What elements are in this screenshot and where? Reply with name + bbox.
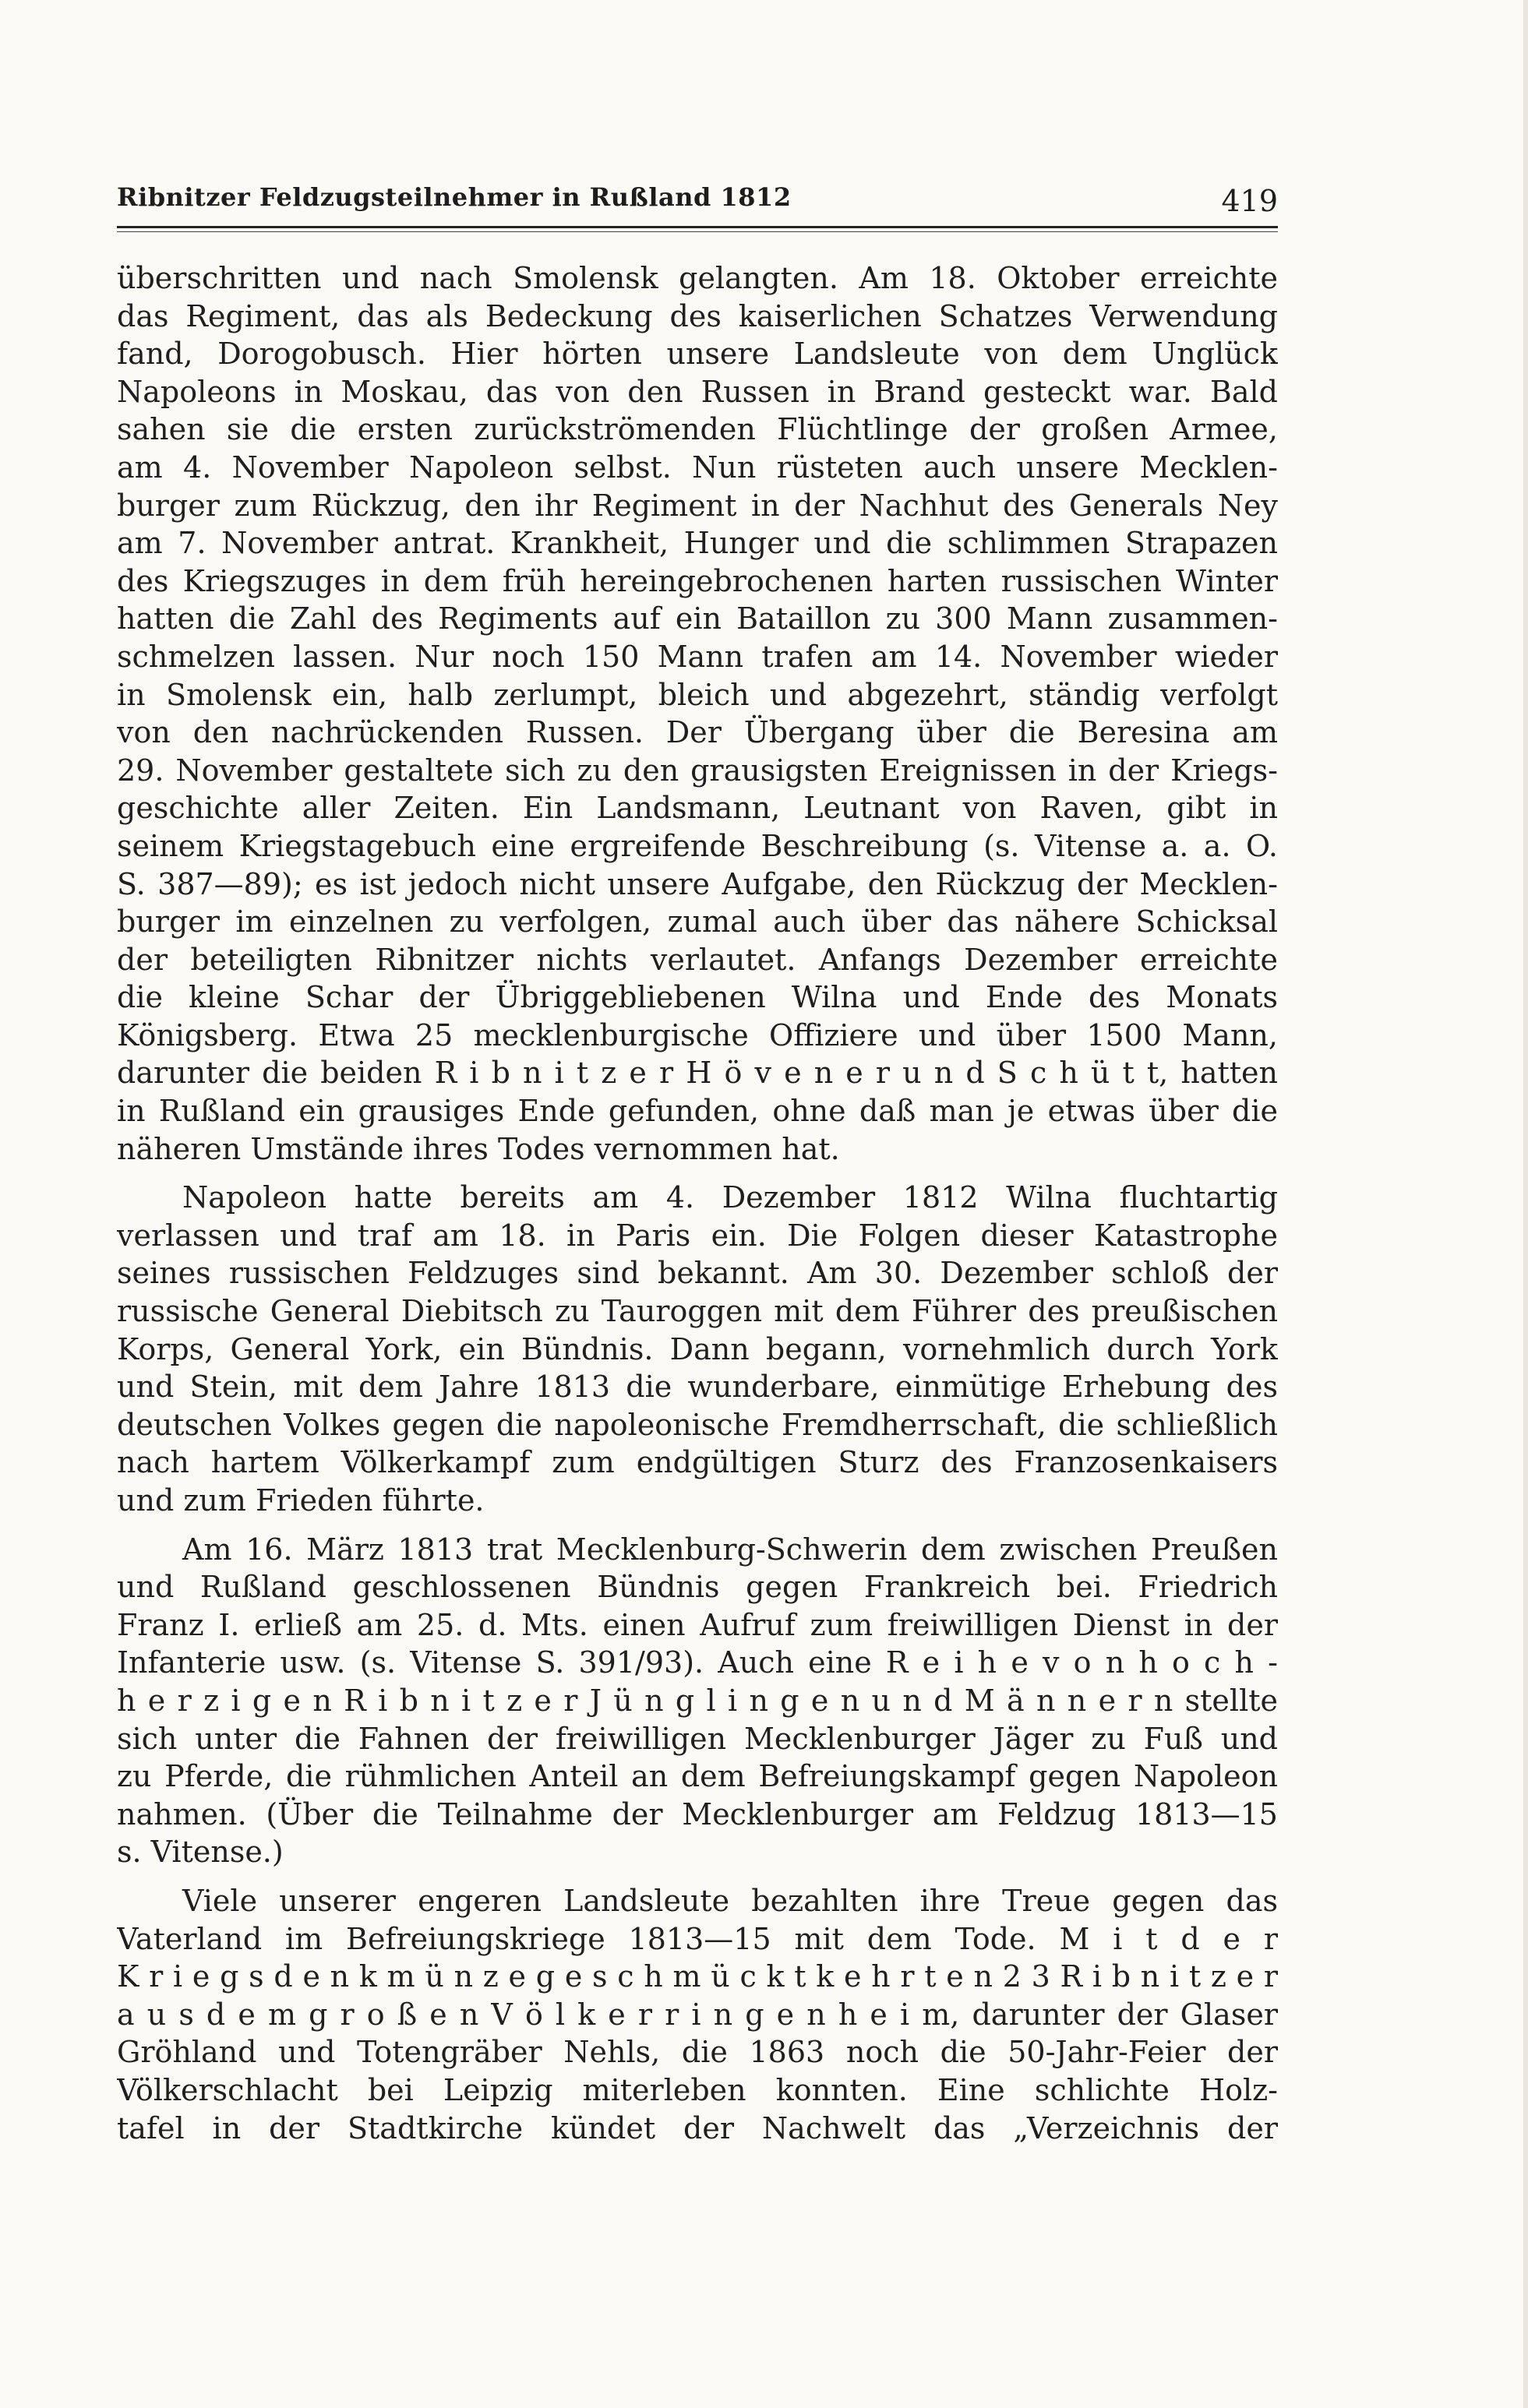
- text-line: Am 16. März 1813 trat Mecklenburg-Schwerin dem zwischen Preußen: [182, 1532, 1278, 1567]
- text-line: K r i e g s d e n k m ü n z e g e s c h m ü c k t k e h r t e n 2 3 R i b n i t z e r: [117, 1959, 1278, 1994]
- text-line: Viele unserer engeren Landsleute bezahlten ihre Treue gegen das: [182, 1883, 1278, 1918]
- text-line: und Rußland geschlossenen Bündnis gegen Frankreich bei. Friedrich: [117, 1570, 1278, 1605]
- text-line: in Smolensk ein, halb zerlumpt, bleich und abgezehrt, ständig verfolgt: [117, 677, 1278, 712]
- text-line: Napoleon hatte bereits am 4. Dezember 1812 Wilna fluchtartig: [182, 1180, 1278, 1215]
- text-line: am 7. November antrat. Krankheit, Hunger und die schlimmen Strapazen: [117, 526, 1278, 561]
- text-line: 29. November gestaltete sich zu den grausigsten Ereignissen in der Kriegs-: [117, 753, 1278, 788]
- text-line: s. Vitense.): [117, 1835, 284, 1870]
- text-line: seines russischen Feldzuges sind bekannt. Am 30. Dezember schloß der: [117, 1256, 1278, 1291]
- text-line: Königsberg. Etwa 25 mecklenburgische Offiziere und über 1500 Mann,: [117, 1017, 1278, 1052]
- text-line: hatten die Zahl des Regiments auf ein Bataillon zu 300 Mann zusammen-: [117, 601, 1278, 636]
- text-line: näheren Umstände ihres Todes vernommen hat.: [117, 1131, 840, 1166]
- text-line: h e r z i g e n R i b n i t z e r J ü n g l i n g e n u n d M ä n n e r n stellte: [117, 1683, 1278, 1718]
- text-line: Napoleons in Moskau, das von den Russen in Brand gesteckt war. Bald: [117, 374, 1278, 409]
- text-line: des Kriegszuges in dem früh hereingebrochenen harten russischen Winter: [117, 563, 1278, 598]
- page-header: [117, 178, 1278, 223]
- text-line: Gröhland und Totengräber Nehls, die 1863 noch die 50-Jahr-Feier der: [117, 2035, 1278, 2070]
- text-line: sich unter die Fahnen der freiwilligen Mecklenburger Jäger zu Fuß und: [117, 1721, 1278, 1756]
- header-rule: [117, 226, 1278, 228]
- text-line: zu Pferde, die rühmlichen Anteil an dem Befreiungskampf gegen Napoleon: [117, 1759, 1278, 1794]
- text-line: burger zum Rückzug, den ihr Regiment in der Nachhut des Generals Ney: [117, 488, 1278, 523]
- text-line: Franz I. erließ am 25. d. Mts. einen Aufruf zum freiwilligen Dienst in der: [117, 1607, 1278, 1642]
- paragraph-gap: [117, 1871, 1278, 1882]
- text-line: von den nachrückenden Russen. Der Übergang über die Beresina am: [117, 715, 1278, 750]
- text-line: Vaterland im Befreiungskriege 1813—15 mit dem Tode. M i t d e r: [117, 1921, 1278, 1956]
- text-line: Korps, General York, ein Bündnis. Dann begann, vornehmlich durch York: [117, 1331, 1278, 1366]
- paragraph: [117, 259, 1278, 1168]
- text-line: geschichte aller Zeiten. Ein Landsmann, Leutnant von Raven, gibt in: [117, 791, 1278, 826]
- text-line: Infanterie usw. (s. Vitense S. 391/93). Auch eine R e i h e v o n h o c h -: [117, 1645, 1278, 1680]
- text-line: tafel in der Stadtkirche kündet der Nachwelt das „Verzeichnis der: [117, 2110, 1278, 2145]
- text-line: schmelzen lassen. Nur noch 150 Mann trafen am 14. November wieder: [117, 639, 1278, 674]
- text-line: die kleine Schar der Übriggebliebenen Wilna und Ende des Monats: [117, 980, 1278, 1015]
- body-text: [117, 259, 1278, 2147]
- text-line: nach hartem Völkerkampf zum endgültigen Sturz des Franzosenkaisers: [117, 1445, 1278, 1480]
- header-rule-thin: [117, 231, 1278, 232]
- text-line: am 4. November Napoleon selbst. Nun rüsteten auch unsere Mecklen-: [117, 450, 1278, 485]
- text-line: burger im einzelnen zu verfolgen, zumal auch über das nähere Schicksal: [117, 904, 1278, 940]
- text-line: sahen sie die ersten zurückströmenden Flüchtlinge der großen Armee,: [117, 412, 1278, 447]
- text-line: Völkerschlacht bei Leipzig miterleben konnten. Eine schlichte Holz-: [117, 2072, 1278, 2107]
- text-line: das Regiment, das als Bedeckung des kaiserlichen Schatzes Verwendung: [117, 298, 1278, 333]
- text-line: seinem Kriegstagebuch eine ergreifende Beschreibung (s. Vitense a. a. O.: [117, 828, 1278, 863]
- paragraph-gap: [117, 1168, 1278, 1179]
- text-line: russische General Diebitsch zu Tauroggen mit dem Führer des preußischen: [117, 1294, 1278, 1329]
- text-line: überschritten und nach Smolensk gelangten. Am 18. Oktober erreichte: [117, 261, 1278, 295]
- paragraph-gap: [117, 1520, 1278, 1531]
- text-line: a u s d e m g r o ß e n V ö l k e r r i n g e n h e i m, darunter der Glaser: [117, 1997, 1278, 2032]
- text-line: und zum Frieden führte.: [117, 1483, 485, 1518]
- page-number: 419: [1221, 184, 1278, 218]
- text-line: in Rußland ein grausiges Ende gefunden, ohne daß man je etwas über die: [117, 1094, 1278, 1129]
- text-line: S. 387—89); es ist jedoch nicht unsere Aufgabe, den Rückzug der Mecklen-: [117, 866, 1278, 901]
- running-title: Ribnitzer Feldzugsteilnehmer in Rußland 1812: [117, 182, 792, 212]
- text-line: und Stein, mit dem Jahre 1813 die wunderbare, einmütige Erhebung des: [117, 1370, 1278, 1405]
- paragraph: [117, 1531, 1278, 1871]
- text-line: darunter die beiden R i b n i t z e r H ö v e n e r u n d S c h ü t t, hatten: [117, 1056, 1278, 1091]
- paragraph: [117, 1882, 1278, 2147]
- text-line: der beteiligten Ribnitzer nichts verlautet. Anfangs Dezember erreichte: [117, 942, 1278, 977]
- text-line: verlassen und traf am 18. in Paris ein. Die Folgen dieser Katastrophe: [117, 1218, 1278, 1253]
- text-line: fand, Dorogobusch. Hier hörten unsere Landsleute von dem Unglück: [117, 337, 1278, 372]
- text-line: deutschen Volkes gegen die napoleonische Fremdherrschaft, die schließlich: [117, 1407, 1278, 1442]
- paragraph: [117, 1179, 1278, 1519]
- text-line: nahmen. (Über die Teilnahme der Mecklenburger am Feldzug 1813—15: [117, 1796, 1278, 1832]
